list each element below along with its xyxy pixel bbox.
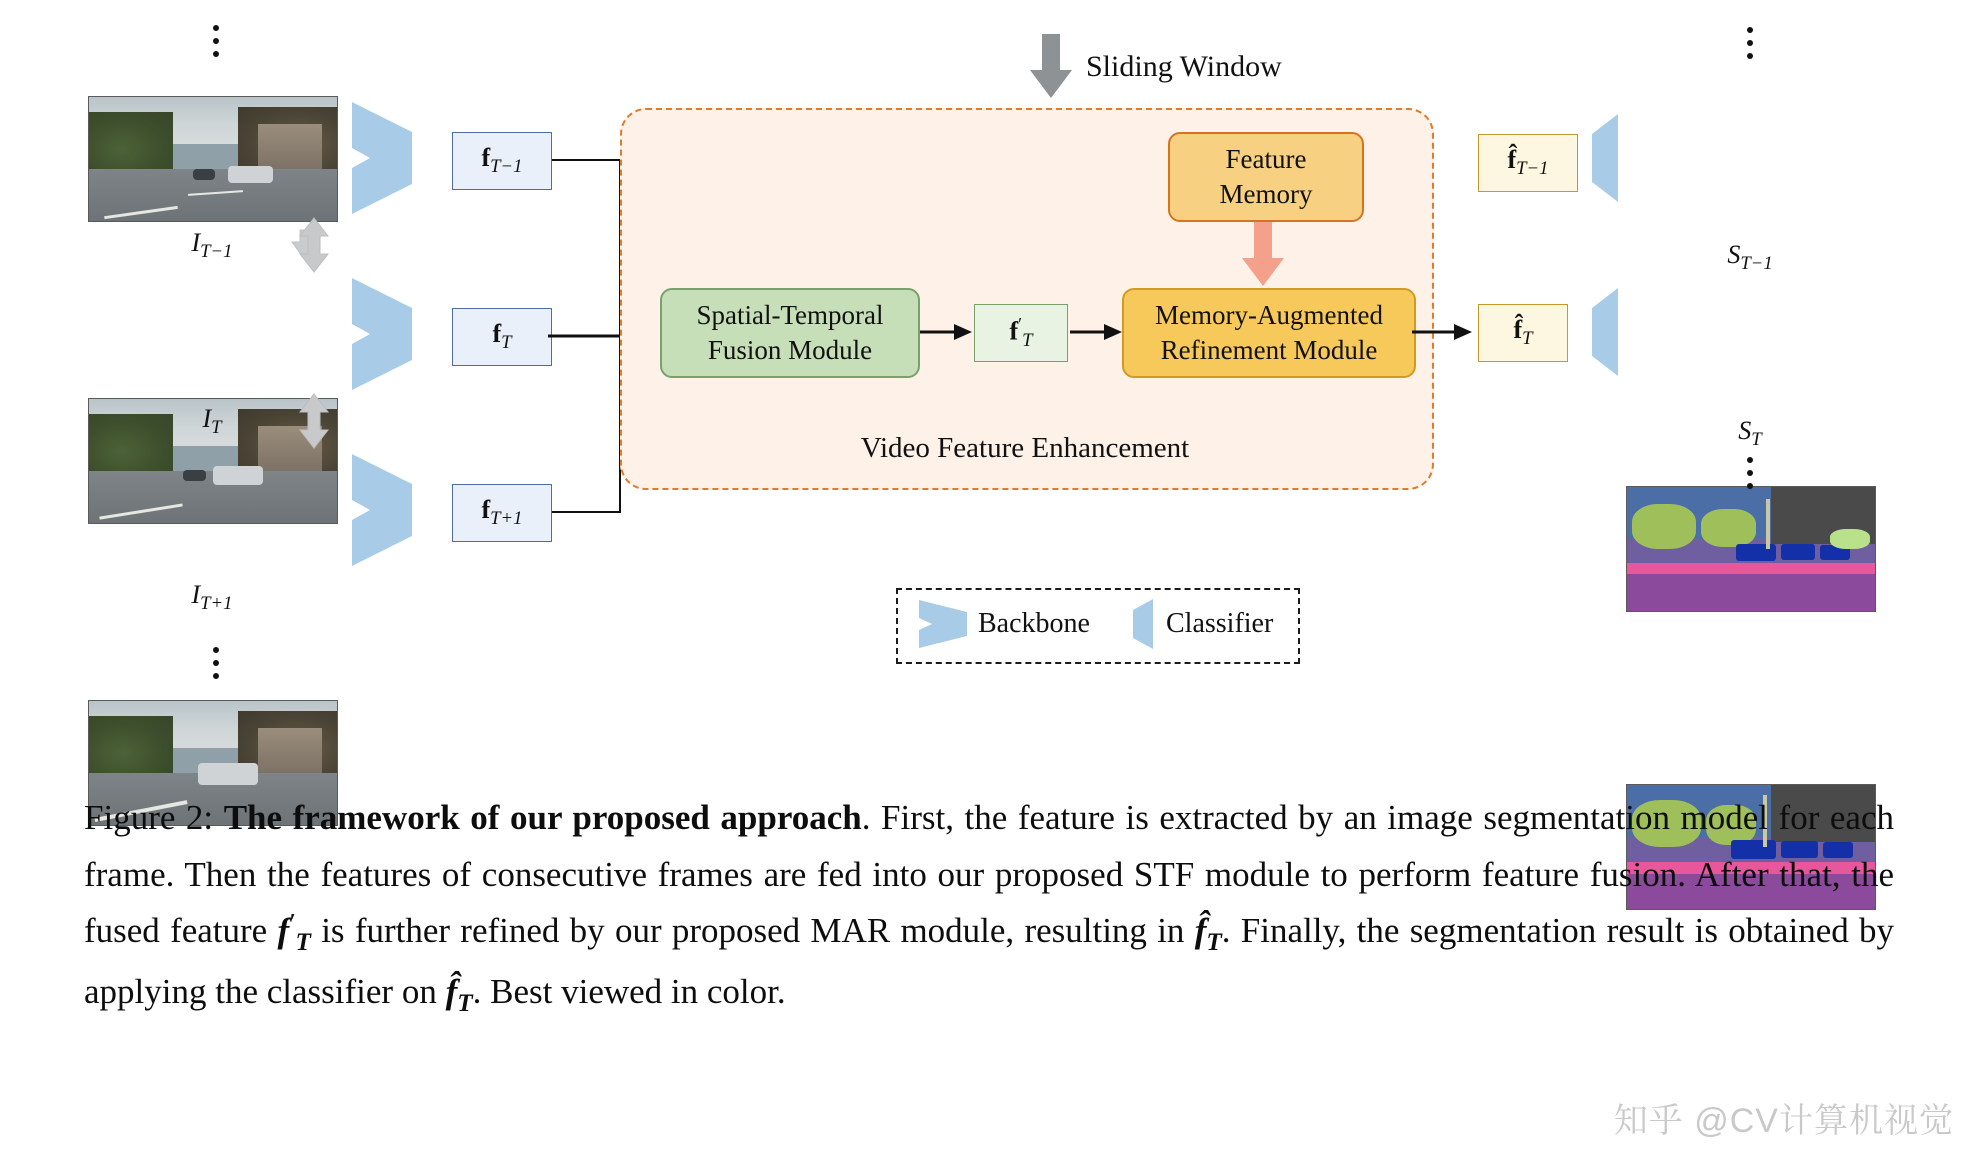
backbone-icon-cur: [348, 274, 416, 394]
stf-module[interactable]: [660, 288, 920, 378]
arrow-memory-to-mar: [1240, 222, 1288, 288]
output-seg-prev: [1626, 486, 1876, 612]
input-frame-prev-label: $I_{T-1}$: [191, 228, 233, 263]
input-frame-cur-label: $I_T$: [202, 404, 222, 439]
legend-classifier-icon: [1130, 598, 1156, 650]
mar-module-line2: Refinement Module: [1160, 335, 1378, 365]
arrow-fused-to-mar: [1070, 318, 1122, 346]
classifier-icon-prev: [1588, 112, 1622, 204]
mar-module[interactable]: [1122, 288, 1416, 378]
stf-module-line2: Fusion Module: [707, 335, 873, 365]
caption-figure-number: Figure 2:: [84, 798, 214, 837]
caption-math-1: $f'_T$: [277, 909, 311, 957]
ellipsis-top-left: [196, 18, 236, 64]
fused-feature-box: $f'_T$: [974, 304, 1068, 362]
watermark: 知乎 @CV计算机视觉: [1613, 1102, 1954, 1140]
backbone-icon-prev: [348, 98, 416, 218]
mar-module-line1: Memory-Augmented: [1155, 300, 1383, 331]
sliding-window-arrow-icon: [1028, 34, 1074, 100]
legend-backbone-label: Backbone: [978, 608, 1090, 639]
feature-box-cur: $f_T$: [452, 308, 552, 366]
vfe-label: Video Feature Enhancement: [860, 432, 1190, 464]
legend-classifier-label: Classifier: [1166, 608, 1274, 639]
ellipsis-bottom-right: [1730, 450, 1770, 496]
caption-title: The framework of our proposed approach: [223, 798, 862, 837]
caption-body-1: . First, the feature is extracted by an image segmentation model for each frame. Then the features of consecutive frames are fed into our proposed STF module to perform feature fusion. After that, the fused feature: [84, 798, 1895, 951]
refined-feature-prev: $f̂_{T-1}$: [1478, 134, 1578, 192]
input-frame-next-label: $I_{T+1}$: [191, 580, 233, 615]
caption-body-4: . Best viewed in color.: [472, 972, 786, 1012]
caption-math-3: $f̂_T$: [445, 972, 473, 1018]
legend-backbone-icon: [916, 598, 970, 650]
caption-body-2: is further refined by our proposed MAR module, resulting in: [310, 911, 1195, 951]
caption-math-2: $f̂_T$: [1194, 911, 1222, 957]
caption-body-3: . Finally, the segmentation result is obtained by applying the classifier on: [84, 911, 1894, 1012]
arrow-mar-to-refined: [1412, 318, 1472, 346]
feature-box-next: $f_{T+1}$: [452, 484, 552, 542]
backbone-icon-next: [348, 450, 416, 570]
stf-module-line1: Spatial-Temporal: [696, 300, 884, 331]
frame-link-arrow-upper-2: [286, 216, 342, 274]
frame-link-arrow-lower: [286, 392, 342, 450]
ellipsis-top-right: [1730, 20, 1770, 66]
refined-feature-cur: $f̂_T$: [1478, 304, 1568, 362]
feature-memory-line1: Feature: [1225, 144, 1307, 175]
feature-box-prev: $f_{T-1}$: [452, 132, 552, 190]
output-seg-cur-label: $S_T$: [1738, 416, 1762, 451]
input-frame-prev: [88, 96, 338, 222]
output-seg-prev-label: $S_{T-1}$: [1727, 240, 1773, 275]
figure-caption: [84, 790, 1894, 1025]
feature-memory-module[interactable]: [1168, 132, 1364, 222]
arrow-stf-to-fused: [920, 318, 972, 346]
feature-memory-line2: Memory: [1219, 179, 1313, 209]
sliding-window-label: Sliding Window: [1086, 50, 1282, 83]
ellipsis-bottom-left: [196, 640, 236, 686]
classifier-icon-cur: [1588, 286, 1622, 378]
